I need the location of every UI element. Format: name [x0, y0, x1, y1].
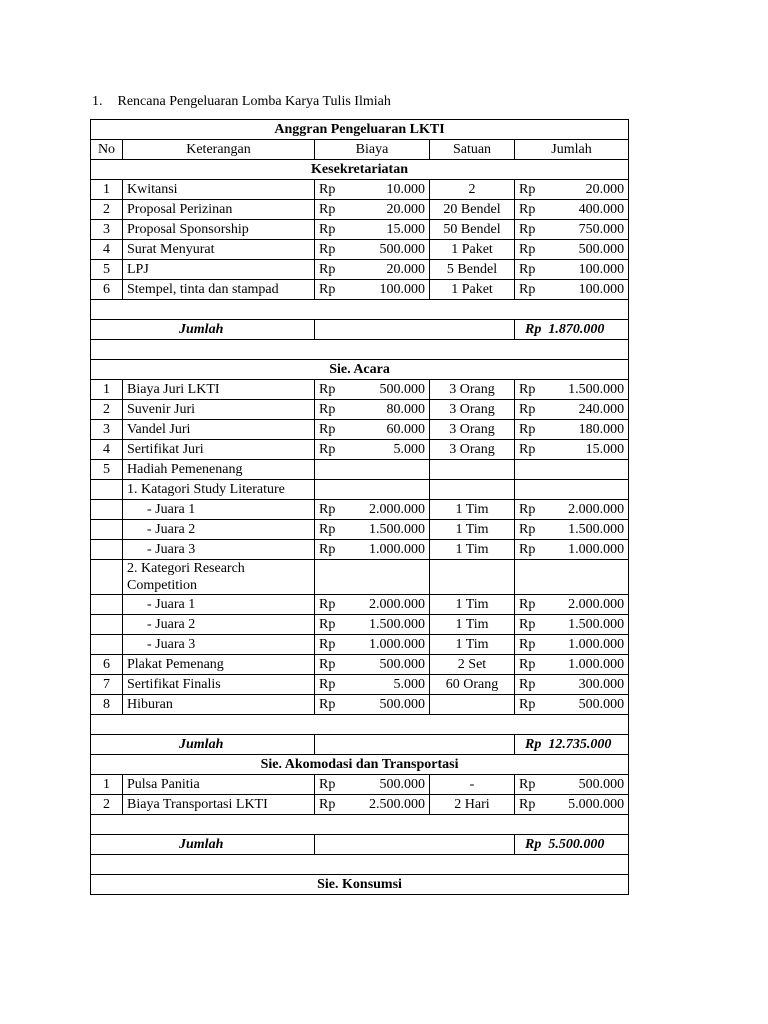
cell-biaya-amount: 2.000.000 — [369, 502, 425, 517]
cell-jumlah-currency: Rp — [519, 242, 536, 257]
cell-satuan: 5 Bendel — [430, 260, 515, 280]
cell-jumlah — [515, 460, 629, 480]
cell-biaya-amount: 500.000 — [379, 657, 425, 672]
cell-jumlah — [515, 440, 629, 460]
cell-jumlah-amount: 500.000 — [578, 242, 625, 257]
cell-biaya-amount: 20.000 — [386, 202, 425, 217]
cell-jumlah-currency: Rp — [519, 442, 536, 457]
cell-no: 8 — [91, 695, 123, 715]
cell-biaya-amount: 5.000 — [393, 677, 425, 692]
cell-no: 3 — [91, 420, 123, 440]
cell-jumlah-currency: Rp — [519, 597, 536, 612]
cell-satuan: 3 Orang — [430, 420, 515, 440]
total-currency: Rp — [525, 322, 542, 337]
cell-jumlah — [515, 380, 629, 400]
cell-no: 1 — [91, 775, 123, 795]
cell-satuan — [430, 695, 515, 715]
cell-jumlah-amount: 100.000 — [578, 262, 625, 277]
table-title-row — [91, 120, 629, 140]
cell-jumlah-currency: Rp — [519, 262, 536, 277]
blank-row — [91, 815, 629, 835]
cell-satuan: 1 Tim — [430, 520, 515, 540]
table-row — [91, 695, 629, 715]
cell-no — [91, 635, 123, 655]
cell-jumlah — [515, 240, 629, 260]
cell-no: 7 — [91, 675, 123, 695]
cell-satuan: 1 Tim — [430, 635, 515, 655]
cell-biaya-currency: Rp — [319, 777, 336, 792]
cell-keterangan: LPJ — [123, 260, 315, 280]
cell-biaya — [315, 460, 430, 480]
cell-jumlah — [515, 655, 629, 675]
cell-biaya-amount: 15.000 — [386, 222, 425, 237]
total-currency: Rp — [525, 837, 542, 852]
cell-keterangan: Proposal Sponsorship — [123, 220, 315, 240]
cell-keterangan: Biaya Transportasi LKTI — [123, 795, 315, 815]
cell-jumlah-amount: 1.000.000 — [568, 657, 625, 672]
table-row — [91, 595, 629, 615]
table-row — [91, 220, 629, 240]
cell-keterangan: - Juara 1 — [123, 595, 315, 615]
cell-biaya — [315, 380, 430, 400]
category-row — [91, 560, 629, 595]
cell-jumlah — [515, 260, 629, 280]
cell-biaya-currency: Rp — [319, 242, 336, 257]
cell-jumlah-amount: 5.000.000 — [568, 797, 625, 812]
cell-jumlah — [515, 400, 629, 420]
section-title-row — [91, 875, 629, 895]
cell-jumlah-currency: Rp — [519, 797, 536, 812]
cell-biaya-amount: 500.000 — [379, 697, 425, 712]
total-currency: Rp — [525, 737, 542, 752]
cell-biaya — [315, 775, 430, 795]
cell-no — [91, 520, 123, 540]
cell-biaya-amount: 5.000 — [393, 442, 425, 457]
cell-jumlah — [515, 420, 629, 440]
section-title-row — [91, 360, 629, 380]
total-value: 1.870.000 — [548, 322, 605, 337]
cell-jumlah — [515, 595, 629, 615]
cell-biaya — [315, 180, 430, 200]
cell-satuan: 1 Tim — [430, 500, 515, 520]
cell-biaya-currency: Rp — [319, 402, 336, 417]
cell-no: 1 — [91, 180, 123, 200]
cell-jumlah-amount: 500.000 — [578, 777, 625, 792]
cell-biaya-currency: Rp — [319, 597, 336, 612]
cell-no — [91, 480, 123, 500]
cell-biaya-currency: Rp — [319, 262, 336, 277]
table-row — [91, 200, 629, 220]
cell-satuan: 20 Bendel — [430, 200, 515, 220]
cell-biaya-amount: 100.000 — [379, 282, 425, 297]
total-amount — [515, 835, 629, 855]
cell-keterangan: - Juara 3 — [123, 635, 315, 655]
cell-jumlah-amount: 1.000.000 — [568, 637, 625, 652]
blank-cell — [91, 300, 629, 320]
cell-jumlah-currency: Rp — [519, 382, 536, 397]
total-empty — [315, 320, 515, 340]
cell-no — [91, 595, 123, 615]
table-row — [91, 240, 629, 260]
cell-no: 2 — [91, 200, 123, 220]
cell-satuan: 3 Orang — [430, 440, 515, 460]
cell-jumlah-currency: Rp — [519, 657, 536, 672]
cell-jumlah-amount: 400.000 — [578, 202, 625, 217]
cell-jumlah-currency: Rp — [519, 777, 536, 792]
cell-biaya — [315, 540, 430, 560]
cell-biaya — [315, 595, 430, 615]
cell-biaya — [315, 695, 430, 715]
cell-keterangan: - Juara 2 — [123, 615, 315, 635]
table-row — [91, 500, 629, 520]
cell-biaya — [315, 675, 430, 695]
cell-no: 6 — [91, 280, 123, 300]
cell-biaya-amount: 1.000.000 — [369, 637, 425, 652]
cell-biaya-currency: Rp — [319, 677, 336, 692]
header-keterangan: Keterangan — [123, 140, 315, 160]
cell-satuan — [430, 480, 515, 500]
cell-biaya-currency: Rp — [319, 202, 336, 217]
header-biaya: Biaya — [315, 140, 430, 160]
cell-jumlah — [515, 480, 629, 500]
section-title: Rencana Pengeluaran Lomba Karya Tulis Ilmiah — [117, 94, 391, 109]
cell-jumlah-amount: 1.500.000 — [568, 382, 625, 397]
cell-no: 6 — [91, 655, 123, 675]
table-row — [91, 400, 629, 420]
cell-keterangan: - Juara 2 — [123, 520, 315, 540]
budget-table — [90, 119, 629, 895]
cell-no: 5 — [91, 460, 123, 480]
cell-no: 5 — [91, 260, 123, 280]
cell-keterangan: Plakat Pemenang — [123, 655, 315, 675]
cell-biaya-amount: 1.500.000 — [369, 617, 425, 632]
cell-jumlah-currency: Rp — [519, 402, 536, 417]
total-value: 5.500.000 — [548, 837, 605, 852]
header-jumlah: Jumlah — [515, 140, 629, 160]
total-empty — [315, 735, 515, 755]
cell-no: 3 — [91, 220, 123, 240]
table-row — [91, 795, 629, 815]
cell-jumlah-currency: Rp — [519, 617, 536, 632]
cell-jumlah-currency: Rp — [519, 422, 536, 437]
section-title-row — [91, 755, 629, 775]
cell-satuan: 1 Tim — [430, 595, 515, 615]
section-number: 1. — [92, 94, 103, 109]
cell-biaya-amount: 80.000 — [386, 402, 425, 417]
cell-biaya-currency: Rp — [319, 697, 336, 712]
header-satuan: Satuan — [430, 140, 515, 160]
cell-jumlah — [515, 775, 629, 795]
blank-row — [91, 340, 629, 360]
cell-biaya-amount: 20.000 — [386, 262, 425, 277]
cell-jumlah — [515, 540, 629, 560]
cell-keterangan: Hadiah Pemenenang — [123, 460, 315, 480]
cell-keterangan: Sertifikat Finalis — [123, 675, 315, 695]
cell-jumlah-currency: Rp — [519, 542, 536, 557]
cell-jumlah — [515, 200, 629, 220]
cell-biaya — [315, 500, 430, 520]
total-label: Jumlah — [91, 735, 315, 755]
cell-satuan: 2 Hari — [430, 795, 515, 815]
table-header-row — [91, 140, 629, 160]
cell-jumlah-amount: 2.000.000 — [568, 502, 625, 517]
cell-no — [91, 540, 123, 560]
cell-biaya — [315, 280, 430, 300]
cell-keterangan: Pulsa Panitia — [123, 775, 315, 795]
cell-biaya-amount: 1.500.000 — [369, 522, 425, 537]
cell-jumlah-currency: Rp — [519, 637, 536, 652]
cell-no — [91, 560, 123, 595]
total-label: Jumlah — [91, 835, 315, 855]
section-title: Sie. Konsumsi — [91, 875, 629, 895]
cell-jumlah-amount: 1.000.000 — [568, 542, 625, 557]
cell-jumlah — [515, 560, 629, 595]
cell-keterangan: Surat Menyurat — [123, 240, 315, 260]
cell-biaya — [315, 560, 430, 595]
cell-biaya-currency: Rp — [319, 617, 336, 632]
section-title-row — [91, 160, 629, 180]
cell-satuan: 2 Set — [430, 655, 515, 675]
cell-keterangan: Sertifikat Juri — [123, 440, 315, 460]
cell-biaya-currency: Rp — [319, 797, 336, 812]
cell-jumlah-amount: 180.000 — [578, 422, 625, 437]
table-row — [91, 260, 629, 280]
cell-keterangan: - Juara 1 — [123, 500, 315, 520]
cell-jumlah — [515, 280, 629, 300]
cell-biaya-amount: 60.000 — [386, 422, 425, 437]
blank-cell — [91, 855, 629, 875]
blank-row — [91, 855, 629, 875]
cell-jumlah-amount: 1.500.000 — [568, 617, 625, 632]
cell-jumlah — [515, 635, 629, 655]
table-row — [91, 540, 629, 560]
cell-jumlah-currency: Rp — [519, 182, 536, 197]
cell-biaya — [315, 220, 430, 240]
cell-satuan: 1 Tim — [430, 615, 515, 635]
cell-keterangan: Vandel Juri — [123, 420, 315, 440]
cell-jumlah-currency: Rp — [519, 522, 536, 537]
cell-biaya-currency: Rp — [319, 442, 336, 457]
table-row — [91, 420, 629, 440]
section-title: Kesekretariatan — [91, 160, 629, 180]
cell-biaya — [315, 480, 430, 500]
table-row — [91, 615, 629, 635]
cell-jumlah — [515, 795, 629, 815]
table-row — [91, 280, 629, 300]
cell-biaya-currency: Rp — [319, 182, 336, 197]
cell-jumlah-currency: Rp — [519, 697, 536, 712]
cell-satuan: 1 Paket — [430, 280, 515, 300]
cell-biaya-currency: Rp — [319, 282, 336, 297]
cell-biaya-currency: Rp — [319, 657, 336, 672]
category-label: 1. Katagori Study Literature — [123, 480, 315, 500]
total-row — [91, 735, 629, 755]
table-row — [91, 675, 629, 695]
table-title: Anggran Pengeluaran LKTI — [91, 120, 629, 140]
cell-satuan — [430, 560, 515, 595]
cell-satuan: 1 Paket — [430, 240, 515, 260]
cell-jumlah-amount: 500.000 — [578, 697, 625, 712]
cell-biaya — [315, 240, 430, 260]
category-row — [91, 480, 629, 500]
cell-jumlah — [515, 695, 629, 715]
table-row — [91, 655, 629, 675]
cell-keterangan: - Juara 3 — [123, 540, 315, 560]
cell-biaya — [315, 635, 430, 655]
cell-biaya-currency: Rp — [319, 637, 336, 652]
total-empty — [315, 835, 515, 855]
table-row — [91, 775, 629, 795]
cell-jumlah-currency: Rp — [519, 222, 536, 237]
cell-biaya-currency: Rp — [319, 502, 336, 517]
cell-jumlah-currency: Rp — [519, 502, 536, 517]
section-title: Sie. Acara — [91, 360, 629, 380]
table-row — [91, 460, 629, 480]
table-row — [91, 440, 629, 460]
table-row — [91, 380, 629, 400]
cell-biaya — [315, 655, 430, 675]
cell-no: 4 — [91, 440, 123, 460]
table-row — [91, 180, 629, 200]
cell-biaya — [315, 260, 430, 280]
cell-satuan: 60 Orang — [430, 675, 515, 695]
cell-jumlah-currency: Rp — [519, 202, 536, 217]
cell-jumlah-amount: 2.000.000 — [568, 597, 625, 612]
cell-biaya-amount: 500.000 — [379, 382, 425, 397]
cell-no — [91, 500, 123, 520]
cell-biaya-currency: Rp — [319, 522, 336, 537]
cell-keterangan: Biaya Juri LKTI — [123, 380, 315, 400]
cell-satuan: 3 Orang — [430, 400, 515, 420]
blank-cell — [91, 340, 629, 360]
cell-biaya-amount: 10.000 — [386, 182, 425, 197]
cell-biaya-amount: 500.000 — [379, 777, 425, 792]
cell-biaya — [315, 200, 430, 220]
cell-biaya-currency: Rp — [319, 422, 336, 437]
cell-biaya-currency: Rp — [319, 382, 336, 397]
cell-jumlah — [515, 675, 629, 695]
cell-jumlah-amount: 750.000 — [578, 222, 625, 237]
cell-biaya — [315, 440, 430, 460]
total-label: Jumlah — [91, 320, 315, 340]
cell-jumlah-currency: Rp — [519, 677, 536, 692]
total-row — [91, 320, 629, 340]
header-no: No — [91, 140, 123, 160]
total-row — [91, 835, 629, 855]
cell-keterangan: Suvenir Juri — [123, 400, 315, 420]
cell-satuan — [430, 460, 515, 480]
total-value: 12.735.000 — [548, 737, 612, 752]
cell-keterangan: Kwitansi — [123, 180, 315, 200]
cell-satuan: 50 Bendel — [430, 220, 515, 240]
section-title: Sie. Akomodasi dan Transportasi — [91, 755, 629, 775]
cell-biaya — [315, 615, 430, 635]
cell-jumlah — [515, 180, 629, 200]
cell-jumlah — [515, 615, 629, 635]
table-row — [91, 635, 629, 655]
cell-biaya-currency: Rp — [319, 222, 336, 237]
cell-biaya-currency: Rp — [319, 542, 336, 557]
cell-satuan: 1 Tim — [430, 540, 515, 560]
blank-row — [91, 300, 629, 320]
cell-biaya — [315, 795, 430, 815]
cell-satuan: - — [430, 775, 515, 795]
cell-jumlah-amount: 300.000 — [578, 677, 625, 692]
cell-biaya-amount: 2.500.000 — [369, 797, 425, 812]
cell-biaya-amount: 1.000.000 — [369, 542, 425, 557]
cell-satuan: 2 — [430, 180, 515, 200]
total-amount — [515, 735, 629, 755]
cell-jumlah-amount: 100.000 — [578, 282, 625, 297]
cell-jumlah-amount: 15.000 — [585, 442, 625, 457]
cell-jumlah-amount: 240.000 — [578, 402, 625, 417]
cell-biaya-amount: 500.000 — [379, 242, 425, 257]
cell-no: 2 — [91, 795, 123, 815]
section-heading — [92, 94, 391, 110]
blank-row — [91, 715, 629, 735]
cell-no: 4 — [91, 240, 123, 260]
cell-no — [91, 615, 123, 635]
cell-jumlah — [515, 220, 629, 240]
cell-jumlah-currency: Rp — [519, 282, 536, 297]
cell-keterangan: Hiburan — [123, 695, 315, 715]
cell-biaya — [315, 400, 430, 420]
cell-jumlah-amount: 1.500.000 — [568, 522, 625, 537]
cell-keterangan: Stempel, tinta dan stampad — [123, 280, 315, 300]
cell-jumlah-amount: 20.000 — [585, 182, 625, 197]
blank-cell — [91, 715, 629, 735]
cell-satuan: 3 Orang — [430, 380, 515, 400]
cell-no: 1 — [91, 380, 123, 400]
cell-no: 2 — [91, 400, 123, 420]
cell-keterangan: Proposal Perizinan — [123, 200, 315, 220]
cell-biaya-amount: 2.000.000 — [369, 597, 425, 612]
blank-cell — [91, 815, 629, 835]
table-row — [91, 520, 629, 540]
cell-biaya — [315, 520, 430, 540]
category-label: 2. Kategori Research Competition — [123, 560, 315, 595]
total-amount — [515, 320, 629, 340]
cell-biaya — [315, 420, 430, 440]
cell-jumlah — [515, 500, 629, 520]
cell-jumlah — [515, 520, 629, 540]
